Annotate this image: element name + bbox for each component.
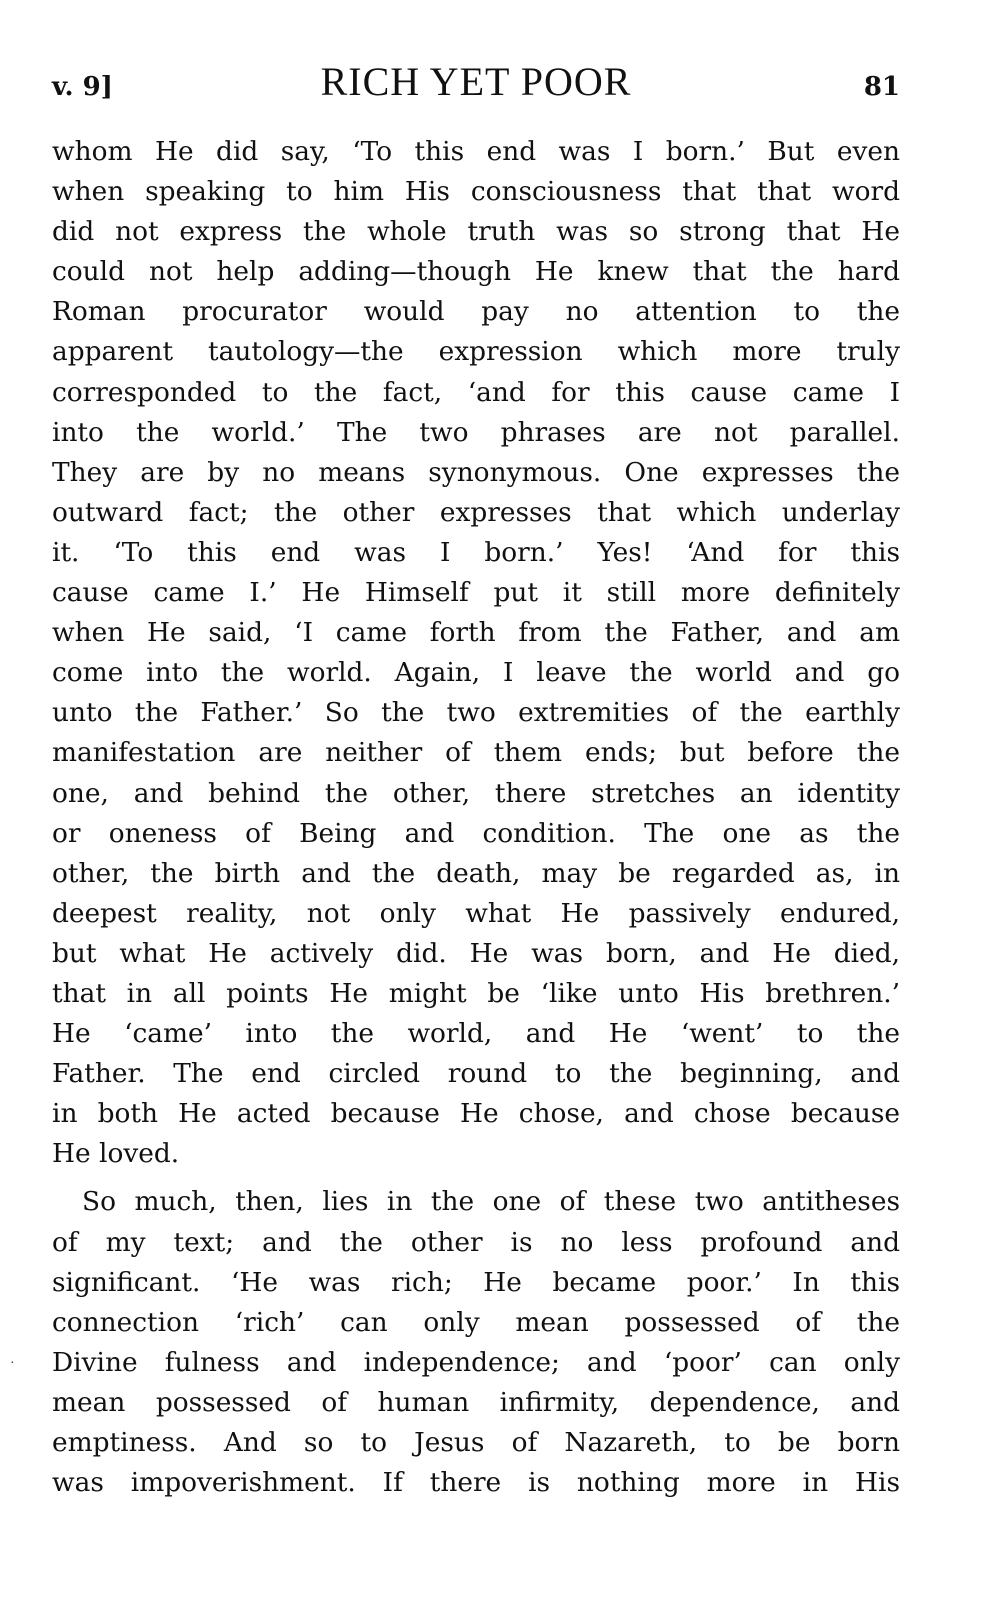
text-line: that in all points He might be ‘like unto His brethren.’ — [52, 977, 900, 1009]
page-number: 81 — [863, 72, 900, 102]
text-line: come into the world. Again, I leave the world and go — [52, 657, 900, 689]
text-line: corresponded to the fact, ‘and for this cause came I — [52, 376, 900, 408]
text-line: Father. The end circled round to the beginning, and — [52, 1058, 900, 1090]
text-line: or oneness of Being and condition. The one as the — [52, 817, 900, 849]
book-page — [52, 58, 900, 1511]
text-line: when He said, ‘I came forth from the Father, and am — [52, 617, 900, 649]
text-line: manifestation are neither of them ends; but before the — [52, 737, 900, 769]
margin-mark: · — [10, 1356, 15, 1371]
text-line: apparent tautology—the expression which more truly — [52, 336, 900, 368]
text-line: He loved. — [52, 1138, 180, 1170]
paragraph-2 — [52, 1182, 900, 1503]
paragraph-1 — [52, 132, 900, 1174]
text-line: He ‘came’ into the world, and He ‘went’ to the — [52, 1018, 900, 1050]
text-line: unto the Father.’ So the two extremities of the earthly — [52, 697, 900, 729]
text-line: deepest reality, not only what He passively endured, — [52, 897, 900, 929]
text-line: of my text; and the other is no less profound and — [52, 1226, 900, 1258]
body-text — [52, 132, 900, 1503]
text-line: Divine fulness and independence; and ‘poor’ can only — [52, 1346, 900, 1378]
text-line: Roman procurator would pay no attention to the — [52, 296, 900, 328]
text-line: in both He acted because He chose, and chose because — [52, 1098, 900, 1130]
text-line: but what He actively did. He was born, and He died, — [52, 937, 900, 969]
text-line: other, the birth and the death, may be regarded as, in — [52, 857, 900, 889]
verse-reference: v. 9] — [52, 72, 113, 102]
text-line: did not express the whole truth was so strong that He — [52, 216, 900, 248]
text-line: mean possessed of human infirmity, dependence, and — [52, 1386, 900, 1418]
text-line: could not help adding—though He knew that the hard — [52, 256, 900, 288]
text-line: cause came I.’ He Himself put it still more definitely — [52, 577, 900, 609]
text-line: significant. ‘He was rich; He became poor.’ In this — [52, 1266, 900, 1298]
running-title: RICH YET POOR — [320, 59, 632, 104]
text-line: was impoverishment. If there is nothing more in His — [52, 1467, 900, 1499]
text-line: when speaking to him His consciousness that that word — [52, 176, 900, 208]
text-line: whom He did say, ‘To this end was I born.’ But even — [52, 136, 900, 167]
text-line: They are by no means synonymous. One expresses the — [52, 456, 900, 488]
text-line: into the world.’ The two phrases are not parallel. — [52, 416, 900, 448]
text-line: outward fact; the other expresses that which underlay — [52, 496, 900, 528]
text-line: So much, then, lies in the one of these two antitheses — [82, 1186, 900, 1218]
running-header — [52, 58, 900, 118]
text-line: one, and behind the other, there stretches an identity — [52, 777, 900, 809]
text-line: emptiness. And so to Jesus of Nazareth, to be born — [52, 1427, 900, 1458]
text-line: it. ‘To this end was I born.’ Yes! ‘And for this — [52, 536, 900, 568]
text-line: connection ‘rich’ can only mean possessed of the — [52, 1306, 900, 1338]
